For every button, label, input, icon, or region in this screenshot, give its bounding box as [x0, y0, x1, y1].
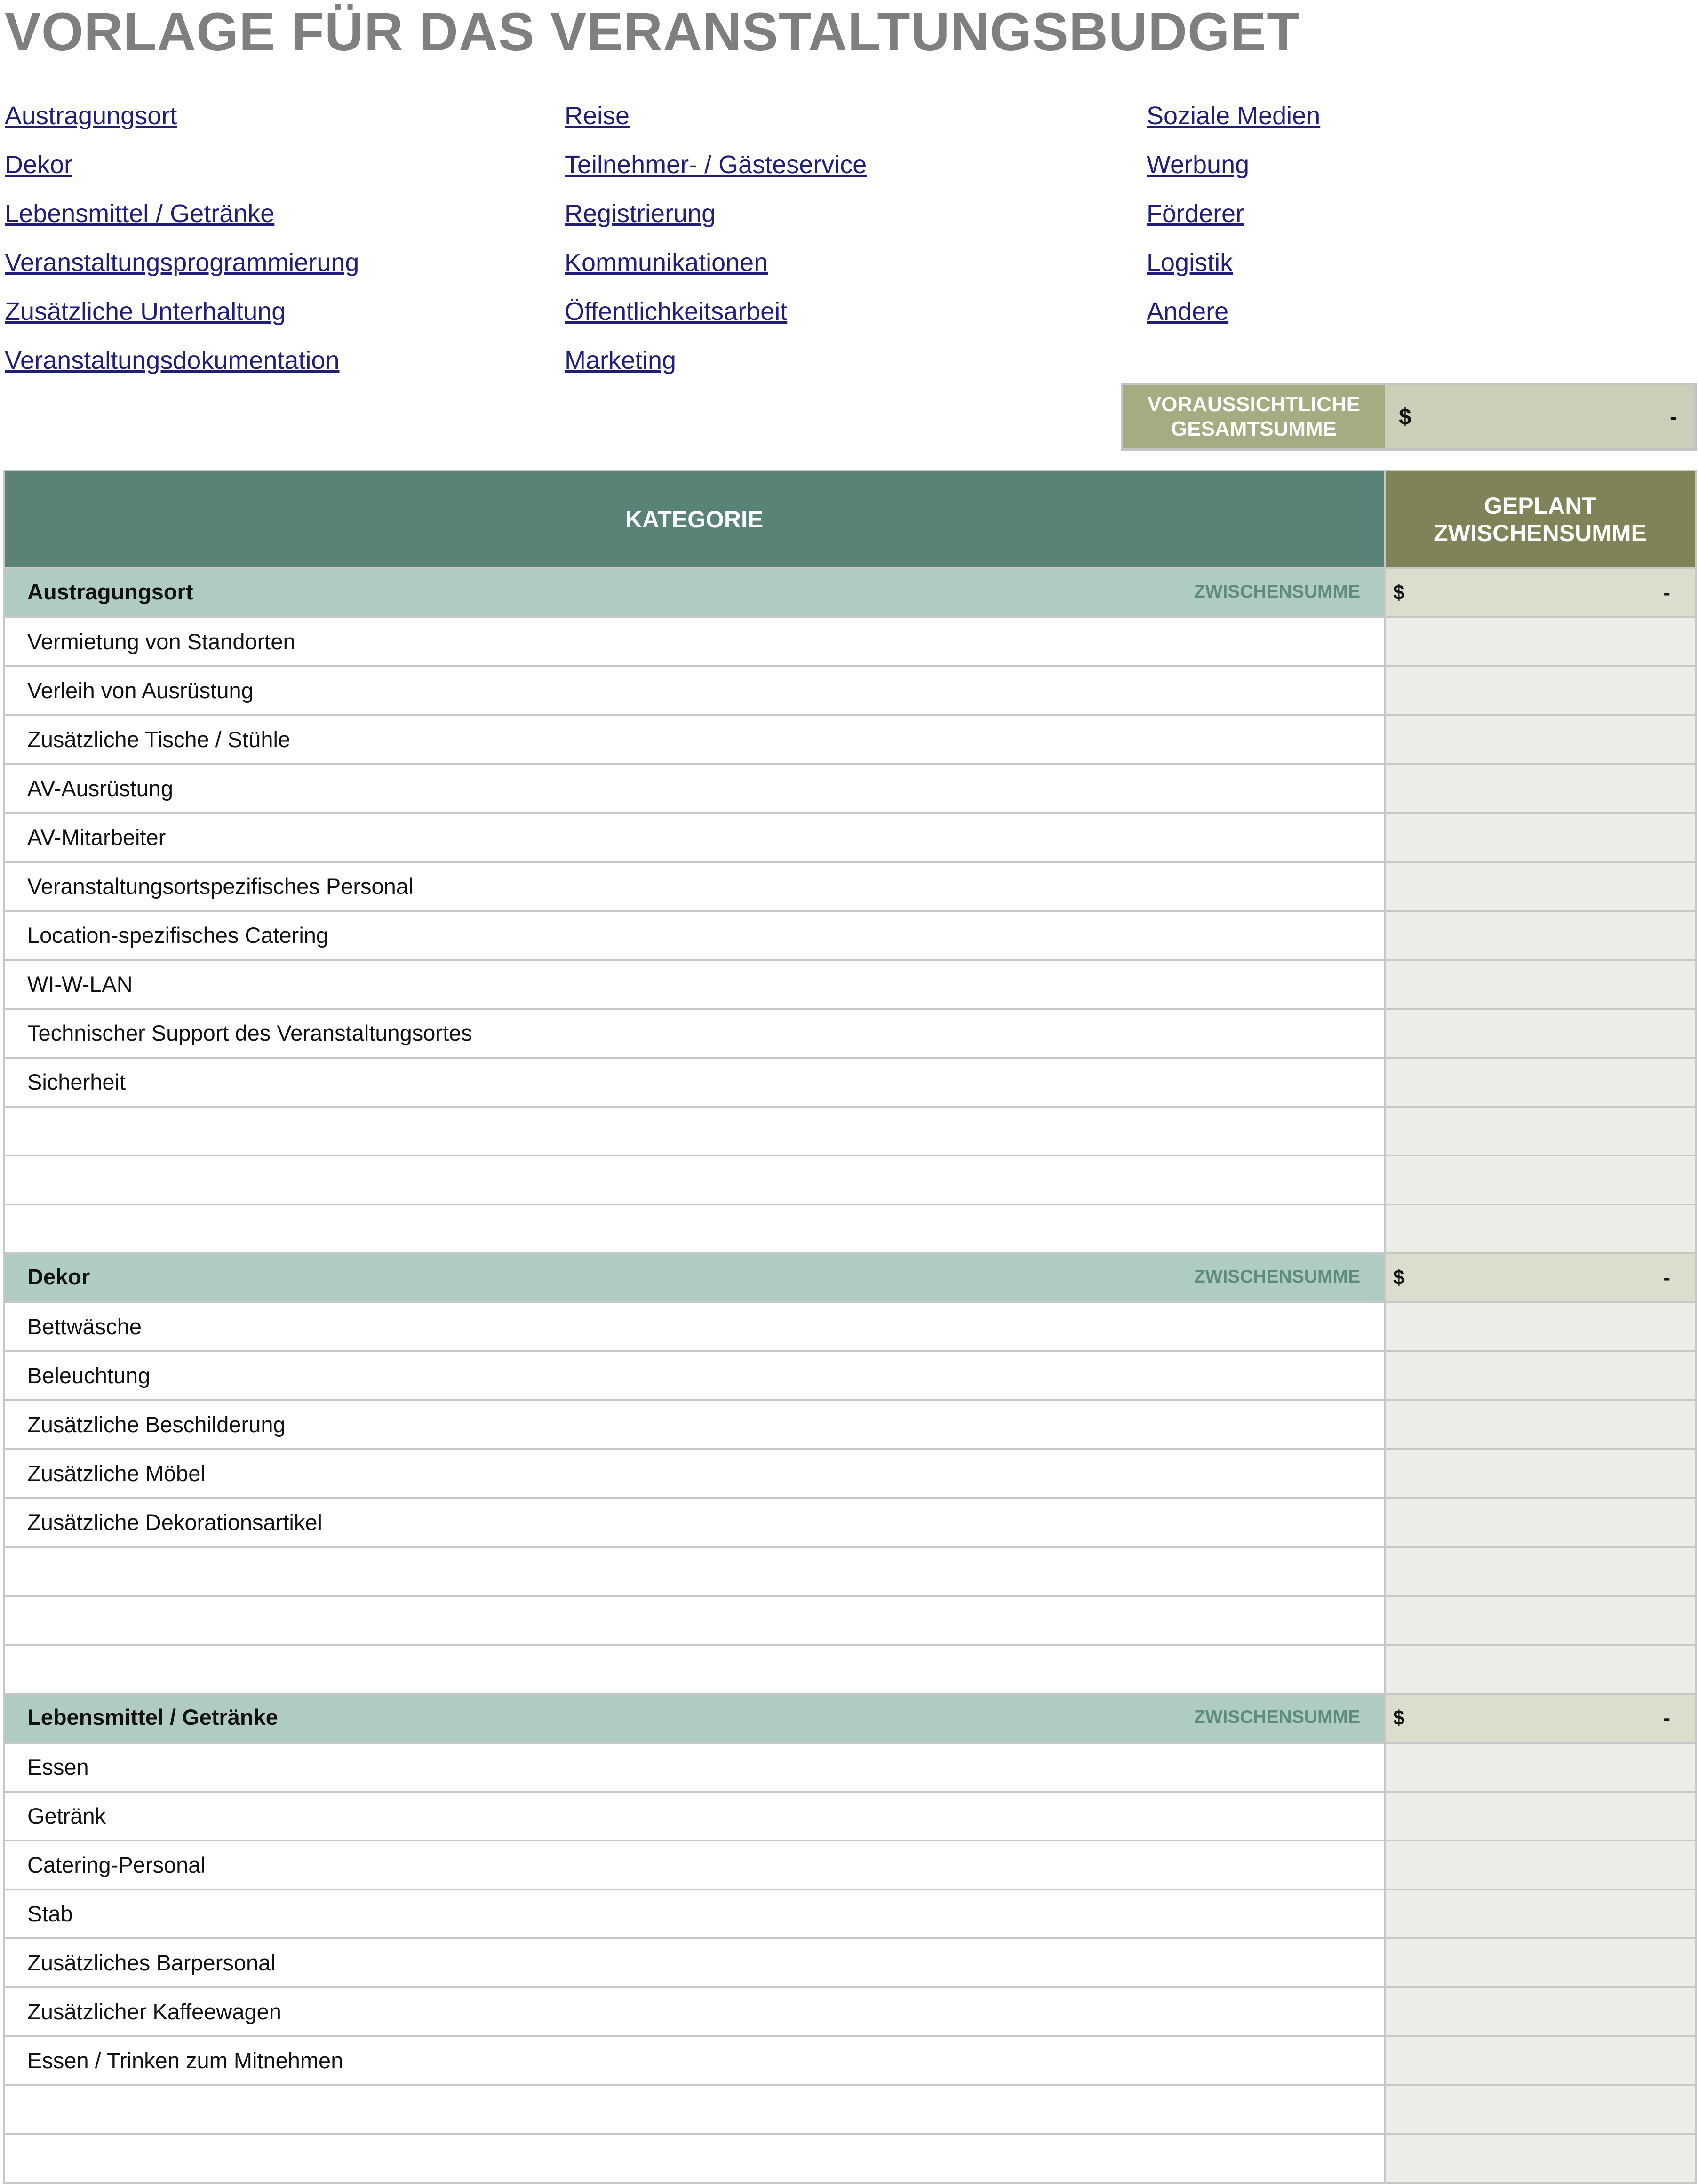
subtotal-currency: $	[1393, 581, 1405, 604]
item-label-cell[interactable]: Zusätzliche Tische / Stühle	[4, 715, 1385, 764]
item-amount-cell[interactable]	[1385, 1547, 1696, 1596]
category-name: Lebensmittel / Getränke	[27, 1705, 278, 1730]
item-label-cell[interactable]: Zusätzliches Barpersonal	[4, 1938, 1385, 1987]
table-row	[4, 2134, 1696, 2183]
item-amount-cell[interactable]	[1385, 1058, 1696, 1107]
category-header-cell	[4, 1694, 1385, 1743]
item-amount-cell[interactable]	[1385, 666, 1696, 715]
category-name: Austragungsort	[27, 579, 193, 604]
subtotal-amount: -	[1663, 1266, 1670, 1289]
item-amount-cell[interactable]	[1385, 1841, 1696, 1889]
table-row	[4, 1449, 1696, 1498]
table-row	[4, 1400, 1696, 1449]
nav-link[interactable]: Austragungsort	[5, 102, 177, 130]
item-amount-cell[interactable]	[1385, 1743, 1696, 1792]
table-row	[4, 1841, 1696, 1889]
nav-link[interactable]: Soziale Medien	[1147, 102, 1321, 130]
table-row	[4, 1596, 1696, 1645]
item-amount-cell[interactable]	[1385, 911, 1696, 960]
table-row	[4, 764, 1696, 813]
item-label-cell[interactable]	[4, 1596, 1385, 1645]
item-amount-cell[interactable]	[1385, 1009, 1696, 1058]
item-label-cell[interactable]: AV-Ausrüstung	[4, 764, 1385, 813]
table-row	[4, 1156, 1696, 1204]
table-row	[4, 1498, 1696, 1547]
item-amount-cell[interactable]	[1385, 1498, 1696, 1547]
item-amount-cell[interactable]	[1385, 1302, 1696, 1351]
nav-link[interactable]: Kommunikationen	[565, 248, 768, 277]
item-amount-cell[interactable]	[1385, 1645, 1696, 1694]
table-row	[4, 715, 1696, 764]
table-row	[4, 2036, 1696, 2085]
subtotal-currency: $	[1393, 1706, 1405, 1730]
category-subtotal-cell[interactable]	[1385, 1694, 1696, 1743]
subtotal-label: ZWISCHENSUMME	[1194, 1267, 1360, 1287]
nav-link[interactable]: Veranstaltungsdokumentation	[5, 346, 340, 375]
item-label-cell[interactable]: Getränk	[4, 1792, 1385, 1841]
table-row	[4, 813, 1696, 862]
table-row	[4, 1743, 1696, 1792]
nav-link[interactable]: Lebensmittel / Getränke	[5, 199, 275, 228]
item-amount-cell[interactable]	[1385, 813, 1696, 862]
item-amount-cell[interactable]	[1385, 1107, 1696, 1156]
item-label-cell[interactable]: Zusätzlicher Kaffeewagen	[4, 1987, 1385, 2036]
item-label-cell[interactable]: Beleuchtung	[4, 1351, 1385, 1400]
table-row	[4, 1204, 1696, 1253]
item-amount-cell[interactable]	[1385, 960, 1696, 1009]
item-label-cell[interactable]: Veranstaltungsortspezifisches Personal	[4, 862, 1385, 911]
table-row	[4, 1009, 1696, 1058]
table-row	[4, 1547, 1696, 1596]
category-row	[4, 568, 1696, 617]
category-subtotal-cell[interactable]	[1385, 1253, 1696, 1302]
item-label-cell[interactable]	[4, 1645, 1385, 1694]
item-label-cell[interactable]	[4, 2134, 1385, 2183]
table-row	[4, 1987, 1696, 2036]
table-row	[4, 666, 1696, 715]
item-label-cell[interactable]: WI-W-LAN	[4, 960, 1385, 1009]
item-amount-cell[interactable]	[1385, 617, 1696, 666]
nav-link[interactable]: Andere	[1147, 297, 1229, 326]
nav-link[interactable]: Veranstaltungsprogrammierung	[5, 248, 359, 277]
table-row	[4, 1058, 1696, 1107]
nav-link[interactable]: Dekor	[5, 151, 73, 179]
category-row	[4, 1694, 1696, 1743]
subtotal-amount: -	[1663, 1706, 1670, 1730]
header-planned-subtotal: GEPLANT ZWISCHENSUMME	[1385, 470, 1696, 568]
item-label-cell[interactable]	[4, 2085, 1385, 2134]
table-row	[4, 862, 1696, 911]
nav-link[interactable]: Öffentlichkeitsarbeit	[565, 297, 788, 326]
item-label-cell[interactable]: AV-Mitarbeiter	[4, 813, 1385, 862]
item-label-cell[interactable]: Zusätzliche Beschilderung	[4, 1400, 1385, 1449]
item-amount-cell[interactable]	[1385, 1449, 1696, 1498]
item-label-cell[interactable]: Zusätzliche Dekorationsartikel	[4, 1498, 1385, 1547]
nav-link[interactable]: Werbung	[1147, 151, 1250, 179]
category-subtotal-cell[interactable]	[1385, 568, 1696, 617]
table-row	[4, 911, 1696, 960]
item-label-cell[interactable]: Stab	[4, 1889, 1385, 1938]
item-amount-cell[interactable]	[1385, 862, 1696, 911]
item-label-cell[interactable]	[4, 1107, 1385, 1156]
category-name: Dekor	[27, 1264, 90, 1289]
budget-table	[3, 470, 1697, 2184]
item-amount-cell[interactable]	[1385, 715, 1696, 764]
item-label-cell[interactable]: Zusätzliche Möbel	[4, 1449, 1385, 1498]
total-currency: $	[1399, 404, 1411, 430]
item-label-cell[interactable]: Catering-Personal	[4, 1841, 1385, 1889]
item-label-cell[interactable]: Verleih von Ausrüstung	[4, 666, 1385, 715]
item-amount-cell[interactable]	[1385, 1938, 1696, 1987]
item-label-cell[interactable]	[4, 1547, 1385, 1596]
subtotal-label: ZWISCHENSUMME	[1194, 582, 1360, 602]
estimated-total-box	[1121, 383, 1697, 451]
item-amount-cell[interactable]	[1385, 2134, 1696, 2183]
item-amount-cell[interactable]	[1385, 764, 1696, 813]
category-header-cell	[4, 568, 1385, 617]
item-label-cell[interactable]: Vermietung von Standorten	[4, 617, 1385, 666]
subtotal-currency: $	[1393, 1266, 1405, 1289]
table-row	[4, 1938, 1696, 1987]
page-title: VORLAGE FÜR DAS VERANSTALTUNGSBUDGET	[5, 2, 1300, 62]
item-label-cell[interactable]: Sicherheit	[4, 1058, 1385, 1107]
table-row	[4, 617, 1696, 666]
item-amount-cell[interactable]	[1385, 1792, 1696, 1841]
nav-links-column-2	[565, 91, 867, 385]
item-label-cell[interactable]: Essen	[4, 1743, 1385, 1792]
item-amount-cell[interactable]	[1385, 2085, 1696, 2134]
total-amount: -	[1670, 404, 1677, 430]
table-row	[4, 2085, 1696, 2134]
category-row	[4, 1253, 1696, 1302]
item-label-cell[interactable]: Bettwäsche	[4, 1302, 1385, 1351]
table-row	[4, 1107, 1696, 1156]
nav-link[interactable]: Teilnehmer- / Gästeservice	[565, 151, 867, 179]
header-category: KATEGORIE	[4, 470, 1385, 568]
nav-link[interactable]: Marketing	[565, 346, 677, 375]
item-label-cell[interactable]: Essen / Trinken zum Mitnehmen	[4, 2036, 1385, 2085]
category-header-cell	[4, 1253, 1385, 1302]
item-amount-cell[interactable]	[1385, 1596, 1696, 1645]
nav-links-column-1	[5, 91, 359, 385]
subtotal-label: ZWISCHENSUMME	[1194, 1707, 1360, 1727]
nav-link[interactable]: Reise	[565, 102, 630, 130]
item-label-cell[interactable]	[4, 1204, 1385, 1253]
estimated-total-label: VORAUSSICHTLICHE GESAMTSUMME	[1123, 385, 1385, 448]
item-amount-cell[interactable]	[1385, 1987, 1696, 2036]
item-amount-cell[interactable]	[1385, 1889, 1696, 1938]
item-label-cell[interactable]: Location-spezifisches Catering	[4, 911, 1385, 960]
nav-link[interactable]: Förderer	[1147, 199, 1244, 228]
item-amount-cell[interactable]	[1385, 1400, 1696, 1449]
estimated-total-value[interactable]	[1385, 385, 1694, 448]
table-row	[4, 1302, 1696, 1351]
table-row	[4, 1645, 1696, 1694]
nav-link[interactable]: Logistik	[1147, 248, 1233, 277]
table-row	[4, 1351, 1696, 1400]
table-row	[4, 1792, 1696, 1841]
nav-link[interactable]: Registrierung	[565, 199, 716, 228]
subtotal-amount: -	[1663, 581, 1670, 604]
nav-links-column-3	[1147, 91, 1320, 336]
item-label-cell[interactable]: Technischer Support des Veranstaltungsortes	[4, 1009, 1385, 1058]
table-row	[4, 1889, 1696, 1938]
item-amount-cell[interactable]	[1385, 1351, 1696, 1400]
item-amount-cell[interactable]	[1385, 2036, 1696, 2085]
item-amount-cell[interactable]	[1385, 1156, 1696, 1204]
table-row	[4, 960, 1696, 1009]
nav-link[interactable]: Zusätzliche Unterhaltung	[5, 297, 286, 326]
item-amount-cell[interactable]	[1385, 1204, 1696, 1253]
item-label-cell[interactable]	[4, 1156, 1385, 1204]
